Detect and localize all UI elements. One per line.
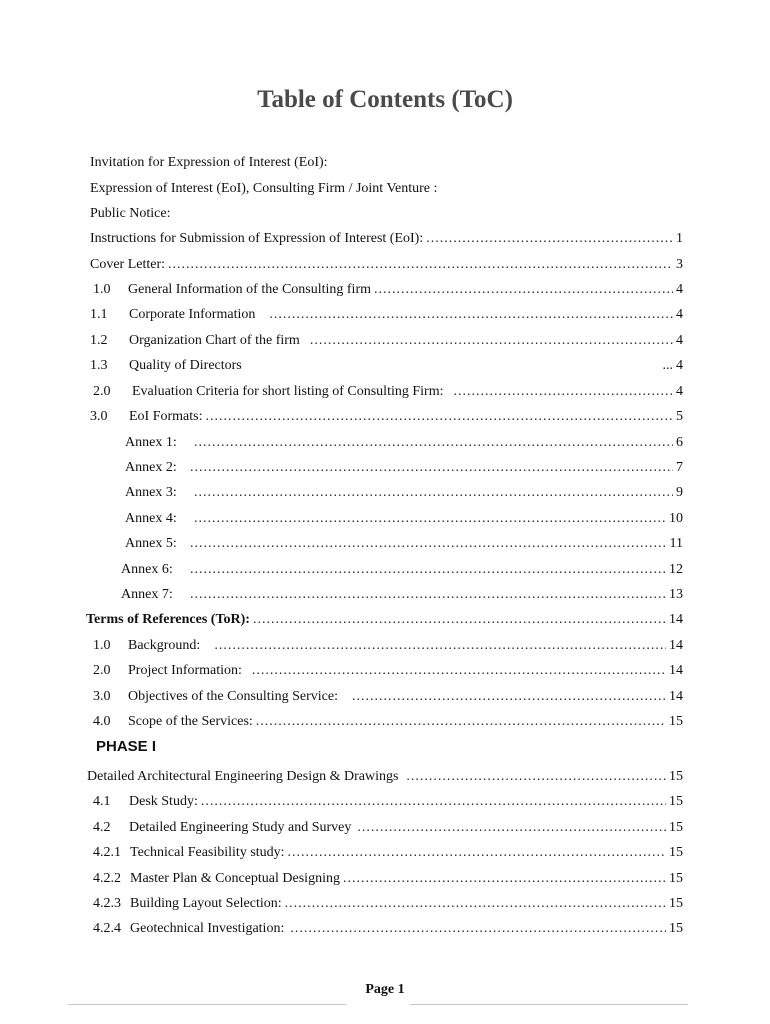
toc-entry[interactable] xyxy=(90,407,683,427)
toc-entry-label: Desk Study: xyxy=(129,794,198,809)
toc-entry-page: 15 xyxy=(669,896,683,911)
toc-entry-page: 4 xyxy=(676,307,683,322)
toc-entry-page: 11 xyxy=(669,536,683,551)
toc-entry-label: General Information of the Consulting firm xyxy=(128,282,371,297)
toc-entry[interactable] xyxy=(121,560,683,580)
intro-line xyxy=(90,204,171,224)
toc-entry-page: 15 xyxy=(669,845,683,860)
dot-leader xyxy=(426,229,673,249)
dot-leader xyxy=(194,483,673,503)
toc-entry[interactable] xyxy=(90,356,683,376)
toc-entry-page: 14 xyxy=(669,612,683,627)
toc-entry-label: Background: xyxy=(128,638,201,653)
toc-entry-number: 2.0 xyxy=(93,384,111,399)
dot-leader xyxy=(190,560,666,580)
toc-entry-page: 12 xyxy=(669,562,683,577)
toc-entry-label: Evaluation Criteria for short listing of Consulting Firm: xyxy=(132,384,444,399)
toc-entry[interactable] xyxy=(93,843,683,863)
dot-leader xyxy=(357,818,666,838)
toc-entry[interactable] xyxy=(93,894,683,914)
toc-entry-label: Quality of Directors xyxy=(129,358,242,373)
toc-entry-page: 4 xyxy=(676,333,683,348)
toc-entry[interactable] xyxy=(93,919,683,939)
toc-entry-number: 2.0 xyxy=(93,663,111,678)
toc-entry-number: 1.0 xyxy=(93,638,111,653)
toc-entry[interactable] xyxy=(93,687,683,707)
dot-leader xyxy=(352,687,666,707)
toc-title: Table of Contents (ToC) xyxy=(257,86,513,113)
toc-entry-label: Objectives of the Consulting Service: xyxy=(128,689,338,704)
toc-entry-page: 4 xyxy=(676,358,683,373)
toc-entry-number: 3.0 xyxy=(90,409,108,424)
dot-leader xyxy=(310,331,673,351)
toc-entry-page: 1 xyxy=(676,231,683,246)
toc-entry-page: 10 xyxy=(669,511,683,526)
intro-line xyxy=(90,153,328,173)
footer-rule-left xyxy=(68,1004,346,1005)
toc-entry-number: 1.3 xyxy=(90,358,108,373)
toc-entry[interactable] xyxy=(125,483,683,503)
intro-text: Expression of Interest (EoI), Consulting Firm / Joint Venture : xyxy=(90,181,438,196)
toc-entry-label: Building Layout Selection: xyxy=(130,896,282,911)
toc-entry-label: EoI Formats: xyxy=(129,409,203,424)
toc-entry-label: Scope of the Services: xyxy=(128,714,253,729)
toc-entry-label: Annex 1: xyxy=(125,435,177,450)
dot-leader xyxy=(214,636,666,656)
dot-leader xyxy=(168,255,673,275)
toc-entry-label: Annex 7: xyxy=(121,587,173,602)
dot-leader xyxy=(288,843,666,863)
dot-leader xyxy=(285,894,666,914)
toc-entry-number: 4.2.4 xyxy=(93,921,121,936)
toc-entry[interactable] xyxy=(93,818,683,838)
toc-entry-page: 4 xyxy=(676,282,683,297)
toc-entry[interactable] xyxy=(90,305,683,325)
footer-rule-right xyxy=(410,1004,688,1005)
toc-entry-page: 14 xyxy=(669,689,683,704)
toc-entry[interactable] xyxy=(93,280,683,300)
toc-entry[interactable] xyxy=(125,458,683,478)
toc-entry-number: 4.1 xyxy=(93,794,111,809)
toc-entry-page: 15 xyxy=(669,714,683,729)
toc-entry-page: 9 xyxy=(676,485,683,500)
toc-entry-label: Instructions for Submission of Expression of Interest (EoI): xyxy=(90,231,424,246)
page-number: Page 1 xyxy=(365,982,405,997)
toc-entry-page: 13 xyxy=(669,587,683,602)
dot-leader xyxy=(343,869,666,889)
toc-entry-label: Annex 2: xyxy=(125,460,177,475)
dot-leader xyxy=(453,382,673,402)
toc-entry-page: 14 xyxy=(669,663,683,678)
toc-entry[interactable] xyxy=(90,331,683,351)
dot-leader xyxy=(252,661,666,681)
phase-heading: PHASE I xyxy=(96,738,157,755)
dot-leader xyxy=(190,534,667,554)
toc-entry[interactable] xyxy=(93,382,683,402)
toc-entry-number: 1.2 xyxy=(90,333,108,348)
toc-entry-label: Corporate Information xyxy=(129,307,256,322)
intro-text: Invitation for Expression of Interest (EoI): xyxy=(90,155,328,170)
dot-leader: ... xyxy=(662,358,673,373)
toc-entry[interactable] xyxy=(93,636,683,656)
dot-leader xyxy=(206,407,674,427)
toc-entry-page: 15 xyxy=(669,820,683,835)
toc-entry-number: 1.1 xyxy=(90,307,108,322)
toc-entry-number: 4.2.2 xyxy=(93,871,121,886)
toc-entry[interactable] xyxy=(125,534,683,554)
toc-entry-number: 4.2 xyxy=(93,820,111,835)
toc-entry[interactable] xyxy=(87,767,683,787)
dot-leader xyxy=(406,767,666,787)
toc-entry-page: 15 xyxy=(669,769,683,784)
toc-entry-label: Project Information: xyxy=(128,663,242,678)
toc-entry-page: 15 xyxy=(669,921,683,936)
dot-leader xyxy=(194,433,673,453)
toc-entry-page: 5 xyxy=(676,409,683,424)
toc-entry-label: Terms of References (ToR): xyxy=(86,612,250,627)
toc-entry-label: Technical Feasibility study: xyxy=(130,845,285,860)
dot-leader xyxy=(253,610,666,630)
toc-entry[interactable] xyxy=(125,433,683,453)
toc-entry-page: 7 xyxy=(676,460,683,475)
toc-entry-label: Annex 4: xyxy=(125,511,177,526)
toc-entry-number: 4.0 xyxy=(93,714,111,729)
toc-entry-page: 15 xyxy=(669,871,683,886)
dot-leader xyxy=(190,458,673,478)
toc-entry-page: 6 xyxy=(676,435,683,450)
toc-entry[interactable] xyxy=(93,661,683,681)
intro-line xyxy=(90,179,437,199)
toc-entry[interactable] xyxy=(121,585,683,605)
toc-entry[interactable] xyxy=(93,792,683,812)
toc-entry-label: Organization Chart of the firm xyxy=(129,333,300,348)
toc-entry-page: 4 xyxy=(676,384,683,399)
toc-entry[interactable] xyxy=(86,610,683,630)
dot-leader xyxy=(269,305,673,325)
toc-entry[interactable] xyxy=(93,712,683,732)
toc-entry[interactable] xyxy=(90,229,683,249)
dot-leader xyxy=(190,585,666,605)
toc-entry-label: Annex 6: xyxy=(121,562,173,577)
toc-entry-number: 4.2.3 xyxy=(93,896,121,911)
toc-entry-label: Cover Letter: xyxy=(90,257,166,272)
toc-entry-page: 14 xyxy=(669,638,683,653)
toc-entry-number: 3.0 xyxy=(93,689,111,704)
toc-entry[interactable] xyxy=(90,255,683,275)
dot-leader xyxy=(290,919,666,939)
toc-entry-page: 3 xyxy=(676,257,683,272)
dot-leader xyxy=(374,280,673,300)
toc-entry-number: 1.0 xyxy=(93,282,111,297)
toc-entry-label: Geotechnical Investigation: xyxy=(130,921,285,936)
toc-entry-label: Master Plan & Conceptual Designing xyxy=(130,871,340,886)
toc-entry[interactable] xyxy=(125,509,683,529)
toc-entry-label: Annex 5: xyxy=(125,536,177,551)
dot-leader xyxy=(194,509,666,529)
dot-leader xyxy=(201,792,666,812)
toc-entry[interactable] xyxy=(93,869,683,889)
toc-entry-label: Detailed Architectural Engineering Design & Drawings xyxy=(87,769,399,784)
dot-leader xyxy=(256,712,666,732)
toc-entry-label: Detailed Engineering Study and Survey xyxy=(129,820,352,835)
intro-text: Public Notice: xyxy=(90,206,171,221)
toc-entry-label: Annex 3: xyxy=(125,485,177,500)
toc-entry-page: 15 xyxy=(669,794,683,809)
toc-entry-number: 4.2.1 xyxy=(93,845,121,860)
